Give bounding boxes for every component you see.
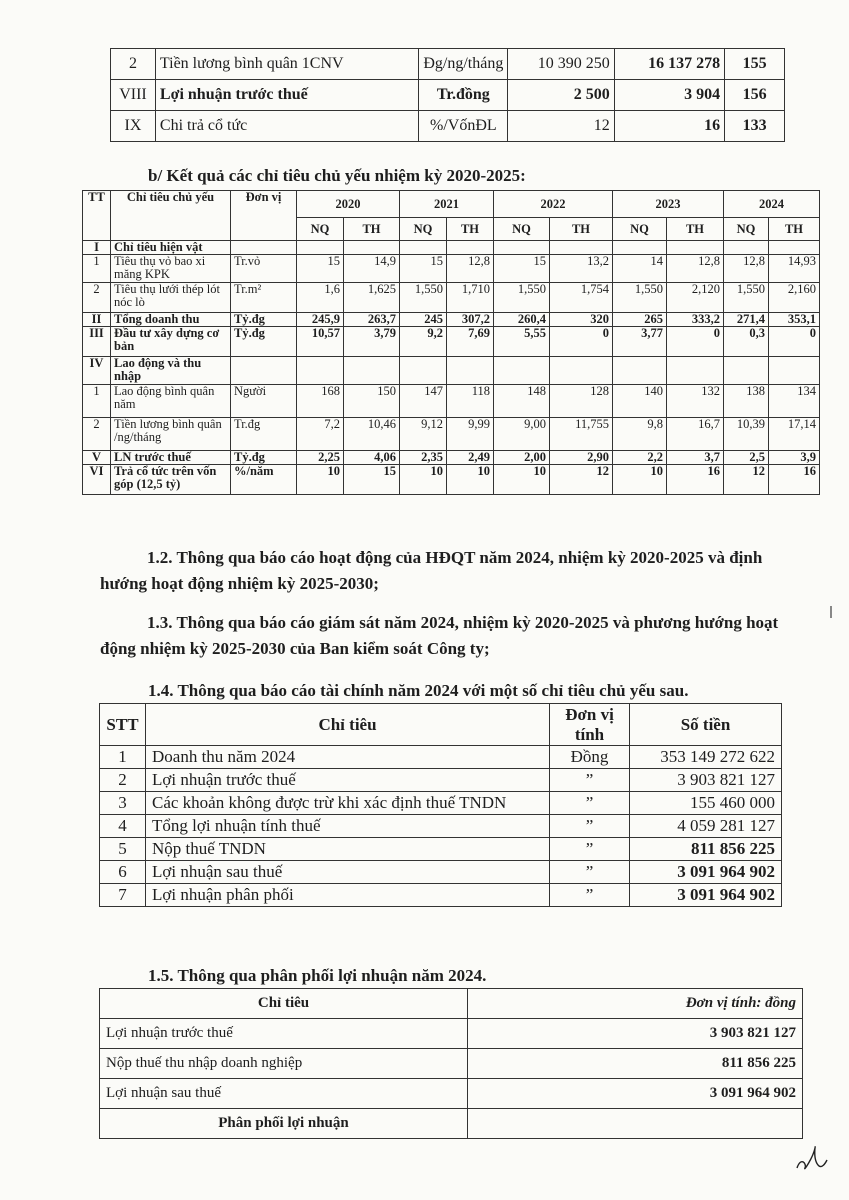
kpi-row-value: 10	[494, 465, 550, 495]
row-percent: 155	[725, 49, 785, 80]
kpi-row-name: Tổng doanh thu	[111, 313, 231, 327]
row-percent: 156	[725, 80, 785, 111]
fin-row-name: Tổng lợi nhuận tính thuế	[146, 815, 550, 838]
kpi-row-value: 118	[447, 385, 494, 418]
kpi-row-value	[613, 357, 667, 385]
kpi-row-unit: Tỷ.đg	[231, 451, 297, 465]
summary-table-top	[110, 48, 785, 142]
fin-row-stt: 1	[100, 746, 146, 769]
row-label: Tiền lương bình quân 1CNV	[155, 49, 418, 80]
kpi-row-value: 14	[613, 255, 667, 283]
kpi-row-unit: Tr.vỏ	[231, 255, 297, 283]
kpi-row-tt: 1	[83, 255, 111, 283]
kpi-row-value: 12,8	[447, 255, 494, 283]
fin-row-name: Lợi nhuận trước thuế	[146, 769, 550, 792]
kpi-row-value	[550, 357, 613, 385]
kpi-row-value: 271,4	[724, 313, 769, 327]
dist-head-unit: Đơn vị tính: đồng	[468, 989, 803, 1019]
kpi-row-name: Tiêu thụ lưới thép lót nóc lò	[111, 283, 231, 313]
kpi-head-year: 2022	[494, 191, 613, 218]
fin-row-amount: 811 856 225	[630, 838, 782, 861]
kpi-row-value: 15	[400, 255, 447, 283]
table-row	[111, 111, 785, 142]
kpi-row-value: 17,14	[769, 418, 820, 451]
kpi-row-value: 320	[550, 313, 613, 327]
kpi-head-nq: NQ	[400, 218, 447, 241]
row-percent: 133	[725, 111, 785, 142]
row-number: 2	[111, 49, 156, 80]
table-row	[100, 1049, 803, 1079]
table-row	[83, 418, 820, 451]
kpi-row-value: 260,4	[494, 313, 550, 327]
kpi-row-name: Chỉ tiêu hiện vật	[111, 241, 231, 255]
kpi-row-value	[344, 241, 400, 255]
row-number: IX	[111, 111, 156, 142]
kpi-row-value: 1,550	[613, 283, 667, 313]
table-row	[83, 313, 820, 327]
kpi-row-value: 16	[769, 465, 820, 495]
dist-head-name: Chỉ tiêu	[100, 989, 468, 1019]
kpi-row-value: 3,77	[613, 327, 667, 357]
kpi-row-name: Tiền lương bình quân /ng/tháng	[111, 418, 231, 451]
fin-row-name: Nộp thuế TNDN	[146, 838, 550, 861]
kpi-row-value: 16	[667, 465, 724, 495]
kpi-row-value: 10,46	[344, 418, 400, 451]
fin-row-unit: ”	[550, 815, 630, 838]
kpi-row-tt: III	[83, 327, 111, 357]
dist-row-name: Nộp thuế thu nhập doanh nghiệp	[100, 1049, 468, 1079]
kpi-row-value: 1,550	[724, 283, 769, 313]
table-row	[100, 838, 782, 861]
table-row	[111, 80, 785, 111]
kpi-row-value: 9,99	[447, 418, 494, 451]
fin-head-unit: Đơn vị tính	[550, 704, 630, 746]
kpi-head-nq: NQ	[724, 218, 769, 241]
kpi-row-value: 128	[550, 385, 613, 418]
row-label: Lợi nhuận trước thuế	[155, 80, 418, 111]
kpi-row-value	[494, 357, 550, 385]
row-number: VIII	[111, 80, 156, 111]
kpi-row-value: 10	[447, 465, 494, 495]
dist-footer-label: Phân phối lợi nhuận	[100, 1109, 468, 1139]
kpi-row-unit: Tr.m²	[231, 283, 297, 313]
fin-row-unit: ”	[550, 838, 630, 861]
fin-row-stt: 4	[100, 815, 146, 838]
kpi-row-value: 265	[613, 313, 667, 327]
table-row	[83, 385, 820, 418]
fin-row-name: Lợi nhuận sau thuế	[146, 861, 550, 884]
kpi-row-value: 1,710	[447, 283, 494, 313]
row-actual-value: 16	[614, 111, 724, 142]
kpi-row-value: 138	[724, 385, 769, 418]
fin-row-unit: ”	[550, 792, 630, 815]
kpi-row-value: 1,625	[344, 283, 400, 313]
kpi-row-value	[297, 357, 344, 385]
row-plan-value: 12	[508, 111, 614, 142]
dist-footer-empty	[468, 1109, 803, 1139]
fin-head-amount: Số tiền	[630, 704, 782, 746]
fin-head-name: Chỉ tiêu	[146, 704, 550, 746]
kpi-row-name: Trả cổ tức trên vốn góp (12,5 tỷ)	[111, 465, 231, 495]
table-row	[100, 1109, 803, 1139]
table-row	[83, 465, 820, 495]
table-row	[111, 49, 785, 80]
kpi-row-tt: I	[83, 241, 111, 255]
kpi-row-tt: VI	[83, 465, 111, 495]
kpi-head-name: Chỉ tiêu chủ yếu	[111, 191, 231, 241]
kpi-row-value: 3,7	[667, 451, 724, 465]
kpi-row-value: 307,2	[447, 313, 494, 327]
kpi-row-value: 0,3	[724, 327, 769, 357]
paragraph-1-3: 1.3. Thông qua báo cáo giám sát năm 2024, nhiệm kỳ 2020-2025 và phương hướng hoạt động nhiệm kỳ 2025-2030 của Ban kiểm soát Công ty;	[100, 613, 779, 658]
fin-row-name: Các khoản không được trừ khi xác định thuế TNDN	[146, 792, 550, 815]
table-row	[100, 746, 782, 769]
kpi-row-name: Lao động và thu nhập	[111, 357, 231, 385]
financial-table-2024	[99, 703, 782, 907]
dist-row-amount: 3 903 821 127	[468, 1019, 803, 1049]
kpi-row-value: 15	[344, 465, 400, 495]
kpi-row-value: 12	[550, 465, 613, 495]
kpi-row-value: 2,120	[667, 283, 724, 313]
kpi-row-name: Đầu tư xây dựng cơ bản	[111, 327, 231, 357]
kpi-head-year: 2021	[400, 191, 494, 218]
kpi-row-value: 1,550	[494, 283, 550, 313]
kpi-row-value: 9,12	[400, 418, 447, 451]
kpi-head-th: TH	[550, 218, 613, 241]
kpi-row-value: 7,69	[447, 327, 494, 357]
kpi-head-nq: NQ	[494, 218, 550, 241]
kpi-row-value	[297, 241, 344, 255]
kpi-row-value	[494, 241, 550, 255]
fin-row-amount: 3 903 821 127	[630, 769, 782, 792]
kpi-row-value	[724, 241, 769, 255]
row-plan-value: 2 500	[508, 80, 614, 111]
kpi-row-unit: Tỷ.đg	[231, 313, 297, 327]
row-unit: Đg/ng/tháng	[419, 49, 508, 80]
kpi-row-name: Lao động bình quân năm	[111, 385, 231, 418]
kpi-row-value: 1,6	[297, 283, 344, 313]
kpi-row-value	[550, 241, 613, 255]
kpi-row-value: 263,7	[344, 313, 400, 327]
kpi-row-value: 140	[613, 385, 667, 418]
fin-row-unit: ”	[550, 861, 630, 884]
table-row	[100, 769, 782, 792]
fin-row-amount: 353 149 272 622	[630, 746, 782, 769]
margin-mark	[830, 606, 832, 618]
dist-row-amount: 811 856 225	[468, 1049, 803, 1079]
table-row	[83, 241, 820, 255]
fin-row-name: Lợi nhuận phân phối	[146, 884, 550, 907]
kpi-row-value: 10	[297, 465, 344, 495]
fin-row-amount: 3 091 964 902	[630, 884, 782, 907]
kpi-row-tt: 2	[83, 283, 111, 313]
row-actual-value: 16 137 278	[614, 49, 724, 80]
section-b-title: b/ Kết quả các chỉ tiêu chủ yếu nhiệm kỳ 2020-2025:	[148, 166, 526, 185]
kpi-row-value: 2,49	[447, 451, 494, 465]
kpi-row-value	[400, 357, 447, 385]
kpi-row-value: 168	[297, 385, 344, 418]
row-plan-value: 10 390 250	[508, 49, 614, 80]
kpi-row-value: 13,2	[550, 255, 613, 283]
kpi-row-value: 1,754	[550, 283, 613, 313]
table-row	[100, 1019, 803, 1049]
kpi-head-row-years	[83, 191, 820, 218]
table-row	[83, 357, 820, 385]
row-label: Chi trả cổ tức	[155, 111, 418, 142]
kpi-head-th: TH	[667, 218, 724, 241]
kpi-row-value: 148	[494, 385, 550, 418]
kpi-row-value	[667, 241, 724, 255]
kpi-row-tt: II	[83, 313, 111, 327]
fin-row-amount: 155 460 000	[630, 792, 782, 815]
fin-head-stt: STT	[100, 704, 146, 746]
kpi-row-value: 2,160	[769, 283, 820, 313]
row-unit: %/VốnĐL	[419, 111, 508, 142]
table-row	[83, 283, 820, 313]
kpi-row-value: 245,9	[297, 313, 344, 327]
paragraph-1-2: 1.2. Thông qua báo cáo hoạt động của HĐQT năm 2024, nhiệm kỳ 2020-2025 và định hướng hoạt động nhiệm kỳ 2025-2030;	[100, 548, 763, 593]
kpi-row-unit	[231, 241, 297, 255]
kpi-row-value	[724, 357, 769, 385]
kpi-row-value: 10	[400, 465, 447, 495]
kpi-head-nq: NQ	[613, 218, 667, 241]
kpi-row-name: Tiêu thụ vỏ bao xi măng KPK	[111, 255, 231, 283]
kpi-row-value: 12,8	[724, 255, 769, 283]
kpi-row-value: 11,755	[550, 418, 613, 451]
kpi-row-value: 333,2	[667, 313, 724, 327]
kpi-head-year: 2020	[297, 191, 400, 218]
kpi-row-value: 4,06	[344, 451, 400, 465]
kpi-row-value: 5,55	[494, 327, 550, 357]
kpi-row-value: 2,90	[550, 451, 613, 465]
kpi-row-value: 9,8	[613, 418, 667, 451]
kpi-row-value	[613, 241, 667, 255]
kpi-head-th: TH	[769, 218, 820, 241]
dist-row-amount: 3 091 964 902	[468, 1079, 803, 1109]
kpi-head-year: 2024	[724, 191, 820, 218]
kpi-row-unit: Tr.đg	[231, 418, 297, 451]
kpi-row-value: 15	[297, 255, 344, 283]
kpi-row-value: 1,550	[400, 283, 447, 313]
kpi-row-value: 0	[550, 327, 613, 357]
signature-mark	[793, 1138, 829, 1172]
kpi-row-value: 16,7	[667, 418, 724, 451]
dist-row-name: Lợi nhuận sau thuế	[100, 1079, 468, 1109]
kpi-row-unit: Người	[231, 385, 297, 418]
kpi-row-value: 245	[400, 313, 447, 327]
kpi-row-tt: IV	[83, 357, 111, 385]
kpi-row-unit: Tỷ.đg	[231, 327, 297, 357]
kpi-head-year: 2023	[613, 191, 724, 218]
kpi-head-th: TH	[447, 218, 494, 241]
table-row	[100, 1079, 803, 1109]
fin-row-amount: 3 091 964 902	[630, 861, 782, 884]
fin-row-stt: 6	[100, 861, 146, 884]
fin-row-unit: ”	[550, 884, 630, 907]
kpi-row-tt: V	[83, 451, 111, 465]
row-unit: Tr.đồng	[419, 80, 508, 111]
table-row	[100, 861, 782, 884]
kpi-row-value	[769, 241, 820, 255]
kpi-row-value: 9,00	[494, 418, 550, 451]
kpi-row-value	[667, 357, 724, 385]
fin-row-unit: ”	[550, 769, 630, 792]
kpi-row-value: 3,79	[344, 327, 400, 357]
kpi-row-value: 9,2	[400, 327, 447, 357]
kpi-row-value: 2,2	[613, 451, 667, 465]
dist-row-name: Lợi nhuận trước thuế	[100, 1019, 468, 1049]
fin-row-stt: 5	[100, 838, 146, 861]
table-row	[100, 792, 782, 815]
kpi-row-value: 3,9	[769, 451, 820, 465]
fin-row-name: Doanh thu năm 2024	[146, 746, 550, 769]
kpi-row-value	[447, 241, 494, 255]
row-actual-value: 3 904	[614, 80, 724, 111]
kpi-row-value: 10,57	[297, 327, 344, 357]
kpi-row-value: 132	[667, 385, 724, 418]
kpi-table-2020-2025	[82, 190, 820, 495]
kpi-row-tt: 2	[83, 418, 111, 451]
fin-row-stt: 2	[100, 769, 146, 792]
kpi-row-value	[769, 357, 820, 385]
kpi-row-value: 14,9	[344, 255, 400, 283]
kpi-row-unit: %/năm	[231, 465, 297, 495]
kpi-row-value: 0	[769, 327, 820, 357]
fin-row-stt: 3	[100, 792, 146, 815]
kpi-row-value: 14,93	[769, 255, 820, 283]
profit-distribution-table	[99, 988, 803, 1139]
kpi-row-value: 2,5	[724, 451, 769, 465]
kpi-row-value: 12	[724, 465, 769, 495]
kpi-row-value: 15	[494, 255, 550, 283]
kpi-row-value: 7,2	[297, 418, 344, 451]
table-row	[83, 451, 820, 465]
kpi-row-value: 150	[344, 385, 400, 418]
fin-row-stt: 7	[100, 884, 146, 907]
table-row	[100, 815, 782, 838]
kpi-row-value: 10,39	[724, 418, 769, 451]
kpi-row-value	[447, 357, 494, 385]
kpi-row-unit	[231, 357, 297, 385]
kpi-row-value: 353,1	[769, 313, 820, 327]
kpi-row-value: 147	[400, 385, 447, 418]
fin-row-amount: 4 059 281 127	[630, 815, 782, 838]
kpi-row-value	[400, 241, 447, 255]
kpi-head-nq: NQ	[297, 218, 344, 241]
kpi-head-tt: TT	[83, 191, 111, 241]
kpi-row-tt: 1	[83, 385, 111, 418]
paragraph-1-5: 1.5. Thông qua phân phối lợi nhuận năm 2024.	[148, 966, 487, 985]
kpi-head-unit: Đơn vị	[231, 191, 297, 241]
kpi-head-th: TH	[344, 218, 400, 241]
kpi-row-value: 0	[667, 327, 724, 357]
kpi-row-value: 134	[769, 385, 820, 418]
fin-row-unit: Đồng	[550, 746, 630, 769]
kpi-row-value	[344, 357, 400, 385]
kpi-row-value: 2,25	[297, 451, 344, 465]
kpi-row-value: 2,00	[494, 451, 550, 465]
kpi-row-value: 10	[613, 465, 667, 495]
kpi-row-value: 2,35	[400, 451, 447, 465]
paragraph-1-4: 1.4. Thông qua báo cáo tài chính năm 2024 với một số chỉ tiêu chủ yếu sau.	[148, 681, 689, 700]
table-row	[83, 327, 820, 357]
table-row	[83, 255, 820, 283]
kpi-row-value: 12,8	[667, 255, 724, 283]
kpi-row-name: LN trước thuế	[111, 451, 231, 465]
table-row	[100, 884, 782, 907]
